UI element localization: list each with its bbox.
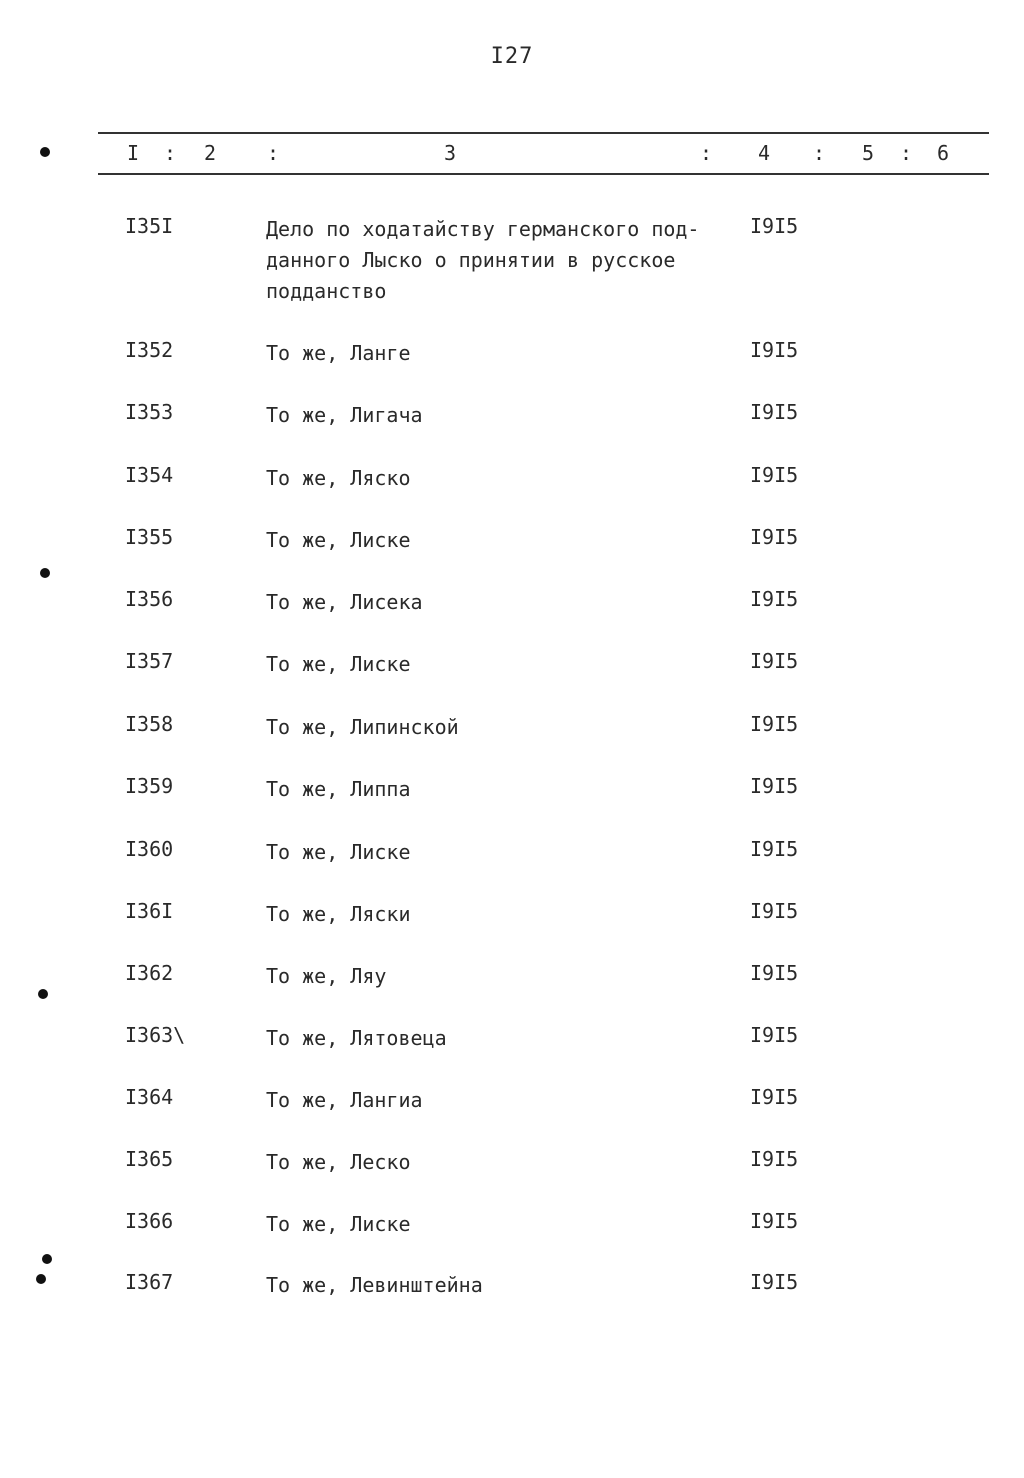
record-number: I354 <box>125 463 174 487</box>
record-description: То же, Лигача <box>266 403 423 427</box>
record-description: То же, Лиске <box>266 840 411 864</box>
binder-hole-mark <box>38 989 48 999</box>
header-col-1: I <box>127 141 140 165</box>
record-description: То же, Лисека <box>266 590 423 614</box>
record-description: То же, Ланге <box>266 341 411 365</box>
record-description: То же, Липинской <box>266 715 459 739</box>
record-year: I9I5 <box>750 400 799 424</box>
record-number: I35I <box>125 214 174 238</box>
table-top-rule <box>98 132 989 134</box>
record-description: То же, Лиске <box>266 652 411 676</box>
binder-hole-mark <box>42 1254 52 1264</box>
record-number: I352 <box>125 338 174 362</box>
header-col-6: 6 <box>937 141 950 165</box>
record-year: I9I5 <box>750 1209 799 1233</box>
record-year: I9I5 <box>750 214 799 238</box>
record-year: I9I5 <box>750 899 799 923</box>
header-col-3: 3 <box>444 141 457 165</box>
record-number: I359 <box>125 774 174 798</box>
record-year: I9I5 <box>750 774 799 798</box>
record-year: I9I5 <box>750 712 799 736</box>
record-description: То же, Ляско <box>266 466 411 490</box>
binder-hole-mark <box>36 1274 46 1284</box>
record-year: I9I5 <box>750 338 799 362</box>
table-header <box>0 141 1024 165</box>
record-number: I357 <box>125 649 174 673</box>
record-year: I9I5 <box>750 525 799 549</box>
record-year: I9I5 <box>750 961 799 985</box>
record-number: I365 <box>125 1147 174 1171</box>
table-bottom-rule <box>98 173 989 175</box>
binder-hole-mark <box>40 568 50 578</box>
record-number: I36I <box>125 899 174 923</box>
record-year: I9I5 <box>750 649 799 673</box>
record-description: То же, Лиске <box>266 1212 411 1236</box>
header-separator: : <box>164 141 177 165</box>
page-number: I27 <box>490 44 534 69</box>
record-number: I360 <box>125 837 174 861</box>
record-year: I9I5 <box>750 463 799 487</box>
record-number: I353 <box>125 400 174 424</box>
record-number: I367 <box>125 1270 174 1294</box>
record-description: То же, Лиске <box>266 528 411 552</box>
record-year: I9I5 <box>750 587 799 611</box>
record-year: I9I5 <box>750 1023 799 1047</box>
record-number: I358 <box>125 712 174 736</box>
header-col-5: 5 <box>862 141 875 165</box>
record-number: I366 <box>125 1209 174 1233</box>
record-description: То же, Леско <box>266 1150 411 1174</box>
record-number: I355 <box>125 525 174 549</box>
record-description: То же, Липпа <box>266 777 411 801</box>
header-separator: : <box>700 141 713 165</box>
header-separator: : <box>900 141 913 165</box>
header-col-4: 4 <box>758 141 771 165</box>
binder-hole-mark <box>40 147 50 157</box>
header-separator: : <box>813 141 826 165</box>
header-col-2: 2 <box>204 141 217 165</box>
record-number: I363\ <box>125 1023 186 1047</box>
record-description: То же, Левинштейна <box>266 1273 483 1297</box>
record-year: I9I5 <box>750 1085 799 1109</box>
record-description: То же, Лангиа <box>266 1088 423 1112</box>
record-number: I356 <box>125 587 174 611</box>
record-number: I362 <box>125 961 174 985</box>
record-description: То же, Лятовеца <box>266 1026 447 1050</box>
record-year: I9I5 <box>750 837 799 861</box>
record-description: Дело по ходатайству германского под-данного Лыско о принятии в русское подданство <box>266 217 700 303</box>
record-year: I9I5 <box>750 1270 799 1294</box>
header-separator: : <box>267 141 280 165</box>
record-year: I9I5 <box>750 1147 799 1171</box>
record-description: То же, Ляу <box>266 964 387 988</box>
record-description: То же, Ляски <box>266 902 411 926</box>
record-number: I364 <box>125 1085 174 1109</box>
